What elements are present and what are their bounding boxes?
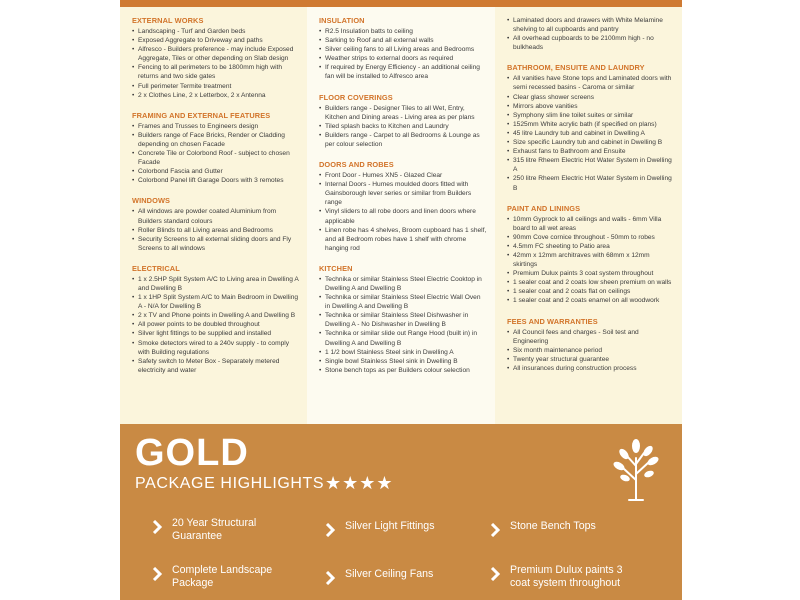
list-item: • Smoke detectors wired to a 240v supply - to comply with Building regulations [132, 339, 299, 357]
section-list [132, 122, 299, 186]
specification-columns [120, 7, 682, 424]
highlight-item [150, 517, 256, 542]
list-item: • Full perimeter Termite treatment [132, 82, 299, 91]
list-item: • Builders range - Designer Tiles to all Wet, Entry, Kitchen and Dining areas - Living area as per plans [319, 104, 487, 122]
highlight-item [150, 564, 272, 589]
chevron-right-icon [488, 523, 502, 537]
list-item: • Builders range of Face Bricks, Render or Cladding depending on chosen Facade [132, 131, 299, 149]
list-item: • Roller Blinds to all Living areas and Bedrooms [132, 226, 299, 235]
tree-icon [611, 436, 661, 502]
list-item: • Silver light fittings to be supplied and installed [132, 329, 299, 338]
list-item: • All overhead cupboards to be 2100mm high - no bulkheads [507, 34, 674, 52]
list-item: • 250 litre Rheem Electric Hot Water System in Dwelling B [507, 174, 674, 192]
chevron-right-icon [323, 523, 337, 537]
section-list [132, 275, 299, 375]
spec-section [319, 264, 487, 375]
spec-section [507, 63, 674, 192]
list-item: • All vanities have Stone tops and Laminated doors with semi recessed basins - Caroma or similar [507, 74, 674, 92]
section-title: DOORS AND ROBES [319, 160, 394, 170]
highlight-text: Premium Dulux paints 3 coat system throughout [510, 564, 623, 589]
list-item: • Tiled splash backs to Kitchen and Laundry [319, 122, 487, 131]
list-item: • Security Screens to all external sliding doors and Fly Screens to all windows [132, 235, 299, 253]
section-list [507, 74, 674, 192]
list-item: • Safety switch to Meter Box - Separately metered electricity and water [132, 357, 299, 375]
spec-column-2 [307, 7, 495, 424]
highlight-item [323, 520, 435, 537]
section-list [507, 16, 674, 52]
chevron-right-icon [150, 567, 164, 581]
list-item: • 2 x TV and Phone points in Dwelling A and Dwelling B [132, 311, 299, 320]
highlight-item [323, 568, 433, 585]
list-item: • Six month maintenance period [507, 346, 674, 355]
list-item: • Colorbond Fascia and Gutter [132, 167, 299, 176]
list-item: • Colorbond Panel lift Garage Doors with 3 remotes [132, 176, 299, 185]
star-rating: ★★★★ [325, 473, 394, 493]
section-list [319, 275, 487, 375]
section-title: ELECTRICAL [132, 263, 180, 273]
list-item: • Laminated doors and drawers with White Melamine shelving to all cupboards and pantry [507, 16, 674, 34]
section-title: PAINT AND LININGS [507, 203, 581, 213]
list-item: • Technika or similar Stainless Steel Dishwasher in Dwelling A - No Dishwasher in Dwelling B [319, 311, 487, 329]
section-title: FLOOR COVERINGS [319, 92, 393, 102]
section-title: FEES AND WARRANTIES [507, 316, 598, 326]
highlight-text: 20 Year Structural Guarantee [172, 517, 257, 542]
list-item: • 1525mm White acrylic bath (if specified on plans) [507, 120, 674, 129]
section-list [132, 207, 299, 252]
list-item: • 1 x 2.5HP Split System A/C to Living area in Dwelling A and Dwelling B [132, 275, 299, 293]
chevron-right-icon [323, 571, 337, 585]
list-item: • R2.5 Insulation batts to ceiling [319, 27, 487, 36]
list-item: • Frames and Trusses to Engineers design [132, 122, 299, 131]
highlight-item [488, 520, 596, 537]
section-list [132, 27, 299, 100]
highlight-text: Stone Bench Tops [510, 520, 596, 532]
section-title: BATHROOM, ENSUITE AND LAUNDRY [507, 63, 645, 73]
section-title: INSULATION [319, 16, 365, 25]
list-item: • Single bowl Stainless Steel sink in Dwelling B [319, 357, 487, 366]
list-item: • Sarking to Roof and all external walls [319, 36, 487, 45]
list-item: • 1 sealer coat and 2 coats low sheen premium on walls [507, 278, 674, 287]
list-item: • Technika or similar Stainless Steel Electric Cooktop in Dwelling A and Dwelling B [319, 275, 487, 293]
list-item: • If required by Energy Efficiency - an additional ceiling fan will be installed to Alfresco area [319, 63, 487, 81]
spec-section [319, 93, 487, 149]
section-list [507, 215, 674, 306]
spec-section [132, 196, 299, 252]
list-item: • Builders range - Carpet to all Bedrooms & Lounge as per colour selection [319, 131, 487, 149]
spec-section [507, 204, 674, 306]
list-item: • Symphony slim line toilet suites or similar [507, 111, 674, 120]
list-item: • 90mm Cove cornice throughout - 50mm to robes [507, 233, 674, 242]
list-item: • All Council fees and charges - Soil test and Engineering [507, 328, 674, 346]
section-list [319, 171, 487, 253]
highlight-text: Silver Light Fittings [345, 520, 435, 532]
package-title: GOLD [135, 432, 249, 474]
list-item: • 1 sealer coat and 2 coats flat on ceilings [507, 287, 674, 296]
spec-column-3 [495, 7, 682, 424]
list-item: • Silver ceiling fans to all Living areas and Bedrooms [319, 45, 487, 54]
spec-section [132, 16, 299, 100]
list-item: • Front Door - Humes XN5 - Glazed Clear [319, 171, 487, 180]
list-item: • Internal Doors - Humes moulded doors fitted with Gainsborough lever series or similar from Builders range [319, 180, 487, 207]
list-item: • 1 x 1HP Split System A/C to Main Bedroom in Dwelling A - N/A for Dwelling B [132, 293, 299, 311]
list-item: • Landscaping - Turf and Garden beds [132, 27, 299, 36]
list-item: • Size specific Laundry tub and cabinet in Dwelling B [507, 138, 674, 147]
list-item: • Exposed Aggregate to Driveway and paths [132, 36, 299, 45]
list-item: • Technika or similar Stainless Steel Electric Wall Oven in Dwelling A and Dwelling B [319, 293, 487, 311]
spec-section [132, 111, 299, 186]
spec-section [319, 16, 487, 82]
section-list [319, 104, 487, 149]
list-item: • Premium Dulux paints 3 coat system throughout [507, 269, 674, 278]
list-item: • 1 1/2 bowl Stainless Steel sink in Dwelling A [319, 348, 487, 357]
list-item: • Twenty year structural guarantee [507, 355, 674, 364]
spec-section [507, 16, 674, 52]
section-title: WINDOWS [132, 196, 171, 206]
list-item: • 1 sealer coat and 2 coats enamel on all woodwork [507, 296, 674, 305]
highlight-text: Silver Ceiling Fans [345, 568, 434, 580]
chevron-right-icon [488, 567, 502, 581]
list-item: • 10mm Gyprock to all ceilings and walls - 6mm Villa board to all wet areas [507, 215, 674, 233]
section-title: EXTERNAL WORKS [132, 16, 204, 25]
section-list [507, 328, 674, 373]
list-item: • Technika or similar slide out Range Hood (built in) in Dwelling A and Dwelling B [319, 329, 487, 347]
list-item: • Fencing to all perimeters to be 1800mm high with returns and two side gates [132, 63, 299, 81]
list-item: • 42mm x 12mm architraves with 68mm x 12mm skirtings [507, 251, 674, 269]
list-item: • All power points to be doubled throughout [132, 320, 299, 329]
section-list [319, 27, 487, 82]
list-item: • 4.5mm FC sheeting to Patio area [507, 242, 674, 251]
highlight-text: Complete Landscape Package [172, 564, 273, 589]
spec-section [507, 317, 674, 373]
list-item: • All insurances during construction process [507, 364, 674, 373]
list-item: • Linen robe has 4 shelves, Broom cupboard has 1 shelf, and all Bedroom robes have 1 shelf with chrome hanging rod [319, 226, 487, 253]
section-title: KITCHEN [319, 263, 353, 273]
top-accent-bar [120, 0, 682, 7]
list-item: • Alfresco - Builders preference - may include Exposed Aggregate, Tiles or other depending on Slab design [132, 45, 299, 63]
highlight-item [488, 564, 622, 589]
package-subtitle: PACKAGE HIGHLIGHTS [135, 475, 325, 492]
spec-column-1 [120, 7, 307, 424]
list-item: • 315 litre Rheem Electric Hot Water System in Dwelling A [507, 156, 674, 174]
list-item: • Exhaust fans to Bathroom and Ensuite [507, 147, 674, 156]
list-item: • Weather strips to external doors as required [319, 54, 487, 63]
list-item: • 45 litre Laundry tub and cabinet in Dwelling A [507, 129, 674, 138]
list-item: • Concrete Tile or Colorbond Roof - subject to chosen Facade [132, 149, 299, 167]
list-item: • 2 x Clothes Line, 2 x Letterbox, 2 x Antenna [132, 91, 299, 100]
spec-section [319, 160, 487, 253]
list-item: • Vinyl sliders to all robe doors and linen doors where applicable [319, 207, 487, 225]
chevron-right-icon [150, 520, 164, 534]
gold-package-banner [120, 424, 682, 600]
list-item: • Clear glass shower screens [507, 93, 674, 102]
spec-section [132, 264, 299, 375]
list-item: • Mirrors above vanities [507, 102, 674, 111]
section-title: FRAMING AND EXTERNAL FEATURES [132, 110, 271, 120]
list-item: • All windows are powder coated Aluminium from Builders standard colours [132, 207, 299, 225]
list-item: • Stone bench tops as per Builders colour selection [319, 366, 487, 375]
